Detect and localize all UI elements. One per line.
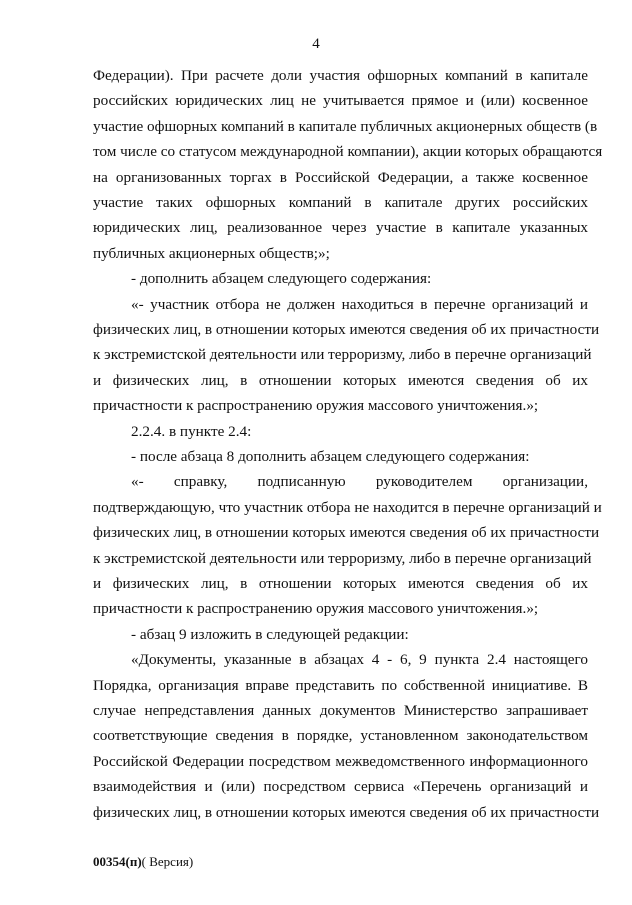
text-line: 2.2.4. в пункте 2.4:: [131, 422, 252, 440]
footer-code: 00354(п): [93, 854, 142, 869]
text-line: причастности к распространению оружия массового уничтожения.»;: [93, 600, 539, 618]
text-line: подтверждающую, что участник отбора не находится в перечне организаций и: [93, 498, 602, 516]
text-line: - дополнить абзацем следующего содержания:: [131, 270, 432, 288]
text-line: физических лиц, в отношении которых имеются сведения об их причастности: [93, 321, 600, 338]
text-line: том числе со статусом международной компании), акции которых обращаются: [93, 143, 603, 161]
text-line: - после абзаца 8 дополнить абзацем следующего содержания:: [131, 448, 530, 465]
footer-version: ( Версия): [141, 854, 194, 869]
text-line: причастности к распространению оружия массового уничтожения.»;: [93, 397, 539, 415]
text-line: публичных акционерных обществ;»;: [93, 244, 330, 262]
document-footer: [93, 854, 193, 870]
text-line: Порядка, организация вправе представить по собственной инициативе. В: [93, 676, 588, 694]
text-line: взаимодействия и (или) посредством сервиса «Перечень организаций и: [93, 778, 588, 796]
text-line: и физических лиц, в отношении которых имеются сведения об их: [93, 371, 588, 389]
text-line: Федерации). При расчете доли участия офшорных компаний в капитале: [93, 67, 588, 84]
text-line: физических лиц, в отношении которых имеются сведения об их причастности: [93, 803, 600, 821]
text-line: физических лиц, в отношении которых имеются сведения об их причастности: [93, 524, 600, 542]
text-line: на организованных торгах в Российской Федерации, а также косвенное: [93, 168, 588, 186]
text-line: участие офшорных компаний в капитале публичных акционерных обществ (в: [93, 117, 598, 135]
text-line: соответствующие сведения в порядке, установленном законодательством: [93, 727, 588, 745]
text-line: «Документы, указанные в абзацах 4 - 6, 9 пункта 2.4 настоящего: [131, 651, 588, 669]
text-line: «- участник отбора не должен находиться в перечне организаций и: [131, 295, 588, 313]
text-line: случае непредставления данных документов Министерство запрашивает: [93, 702, 588, 719]
text-line: к экстремистской деятельности или терроризму, либо в перечне организаций: [93, 346, 592, 364]
text-line: и физических лиц, в отношении которых имеются сведения об их: [93, 575, 588, 592]
text-line: Российской Федерации посредством межведомственного информационного: [93, 752, 588, 770]
text-line: участие таких офшорных компаний в капитале других российских: [93, 194, 588, 211]
page-number: 4: [312, 36, 320, 52]
text-line: юридических лиц, реализованное через участие в капитале указанных: [93, 219, 588, 237]
text-line: - абзац 9 изложить в следующей редакции:: [131, 625, 409, 643]
text-line: к экстремистской деятельности или терроризму, либо в перечне организаций: [93, 549, 592, 567]
text-line: «- справку, подписанную руководителем организации,: [131, 473, 588, 491]
text-line: российских юридических лиц не учитывается прямое и (или) косвенное: [93, 92, 588, 110]
